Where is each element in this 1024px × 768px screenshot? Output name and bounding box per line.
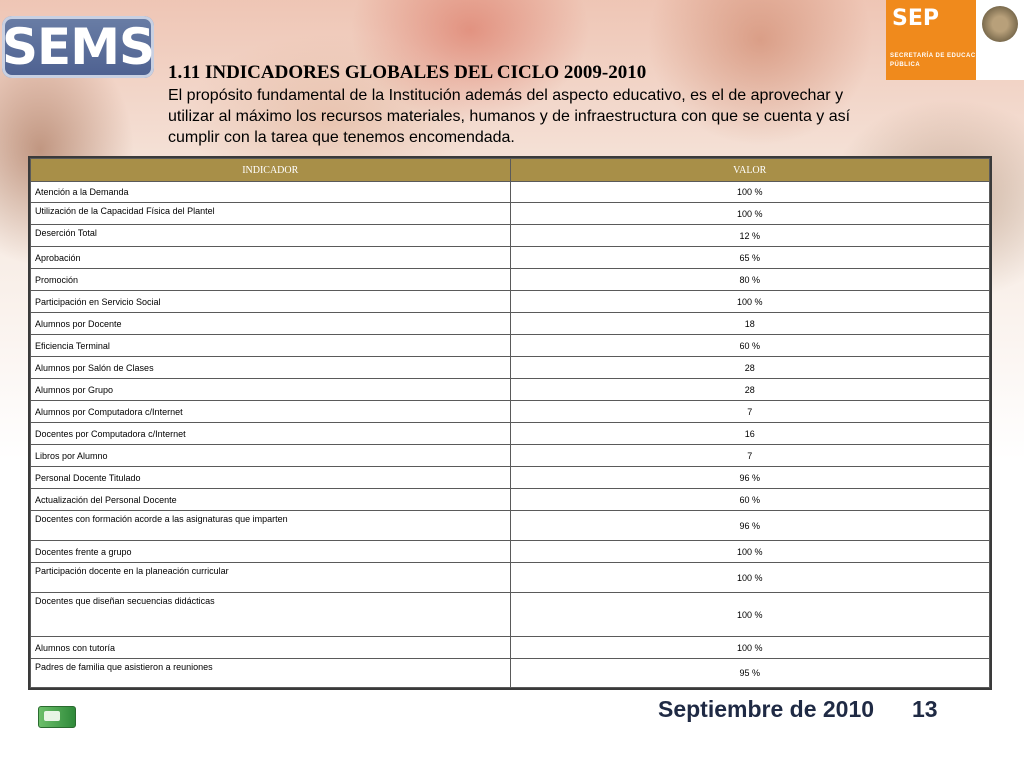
table-body xyxy=(31,182,990,688)
indicator-cell: Alumnos con tutoría xyxy=(31,637,511,659)
page-description: El propósito fundamental de la Institución además del aspecto educativo, es el de aprovechar y utilizar al máximo los recursos materiales, humanos y de infraestructura con que se cuenta y así cumplir con la tarea que tenemos encomendada. xyxy=(168,87,851,146)
sems-logo-text: SEMS xyxy=(2,18,154,76)
indicator-cell: Participación en Servicio Social xyxy=(31,291,511,313)
value-cell: 96 % xyxy=(510,467,990,489)
column-header-valor: VALOR xyxy=(510,159,990,182)
sep-logo xyxy=(886,0,1024,80)
table-row xyxy=(31,445,990,467)
table-row xyxy=(31,593,990,637)
table-row xyxy=(31,269,990,291)
value-cell: 16 xyxy=(510,423,990,445)
value-cell: 28 xyxy=(510,379,990,401)
indicator-cell: Padres de familia que asistieron a reuniones xyxy=(31,659,511,688)
indicator-cell: Alumnos por Salón de Clases xyxy=(31,357,511,379)
value-cell: 18 xyxy=(510,313,990,335)
value-cell: 7 xyxy=(510,401,990,423)
table-row xyxy=(31,563,990,593)
indicator-cell: Alumnos por Grupo xyxy=(31,379,511,401)
table-row xyxy=(31,423,990,445)
sep-logo-block xyxy=(886,0,988,80)
table-row xyxy=(31,511,990,541)
value-cell: 60 % xyxy=(510,335,990,357)
value-cell: 100 % xyxy=(510,593,990,637)
value-cell: 100 % xyxy=(510,541,990,563)
table-row xyxy=(31,489,990,511)
indicator-cell: Aprobación xyxy=(31,247,511,269)
indicator-cell: Alumnos por Computadora c/Internet xyxy=(31,401,511,423)
table-row xyxy=(31,247,990,269)
value-cell: 7 xyxy=(510,445,990,467)
footer-date: Septiembre de 2010 xyxy=(658,696,875,722)
value-cell: 96 % xyxy=(510,511,990,541)
indicator-cell: Promoción xyxy=(31,269,511,291)
table-row xyxy=(31,467,990,489)
value-cell: 100 % xyxy=(510,563,990,593)
value-cell: 100 % xyxy=(510,203,990,225)
value-cell: 12 % xyxy=(510,225,990,247)
table-row xyxy=(31,203,990,225)
value-cell: 100 % xyxy=(510,291,990,313)
indicator-cell: Eficiencia Terminal xyxy=(31,335,511,357)
indicator-cell: Atención a la Demanda xyxy=(31,182,511,203)
sep-logo-text: SEP xyxy=(892,6,939,31)
slide-icon xyxy=(38,706,76,728)
indicator-cell: Libros por Alumno xyxy=(31,445,511,467)
page-number: 13 xyxy=(912,696,938,722)
indicator-cell: Docentes por Computadora c/Internet xyxy=(31,423,511,445)
indicator-cell: Deserción Total xyxy=(31,225,511,247)
indicator-cell: Docentes frente a grupo xyxy=(31,541,511,563)
value-cell: 100 % xyxy=(510,637,990,659)
indicators-table xyxy=(28,156,992,690)
table-row xyxy=(31,541,990,563)
table-header-row xyxy=(31,159,990,182)
table-row xyxy=(31,225,990,247)
table-row xyxy=(31,357,990,379)
sep-logo-subtitle: SECRETARÍA DE EDUCACIÓN PÚBLICA xyxy=(890,53,988,68)
value-cell: 28 xyxy=(510,357,990,379)
table-row xyxy=(31,182,990,203)
page-title: 1.11 INDICADORES GLOBALES DEL CICLO 2009-2010 xyxy=(168,62,647,83)
table-row xyxy=(31,659,990,688)
national-seal-icon xyxy=(982,6,1018,42)
value-cell: 100 % xyxy=(510,182,990,203)
value-cell: 65 % xyxy=(510,247,990,269)
table-row xyxy=(31,291,990,313)
table-row xyxy=(31,313,990,335)
indicator-cell: Actualización del Personal Docente xyxy=(31,489,511,511)
indicator-cell: Utilización de la Capacidad Física del Plantel xyxy=(31,203,511,225)
value-cell: 80 % xyxy=(510,269,990,291)
value-cell: 95 % xyxy=(510,659,990,688)
table-row xyxy=(31,379,990,401)
indicator-cell: Participación docente en la planeación curricular xyxy=(31,563,511,593)
value-cell: 60 % xyxy=(510,489,990,511)
sems-logo xyxy=(2,16,154,78)
indicator-cell: Docentes que diseñan secuencias didácticas xyxy=(31,593,511,637)
table-row xyxy=(31,401,990,423)
column-header-indicador: INDICADOR xyxy=(31,159,511,182)
indicator-cell: Personal Docente Titulado xyxy=(31,467,511,489)
table-row xyxy=(31,335,990,357)
indicator-cell: Docentes con formación acorde a las asignaturas que imparten xyxy=(31,511,511,541)
table-row xyxy=(31,637,990,659)
indicator-cell: Alumnos por Docente xyxy=(31,313,511,335)
